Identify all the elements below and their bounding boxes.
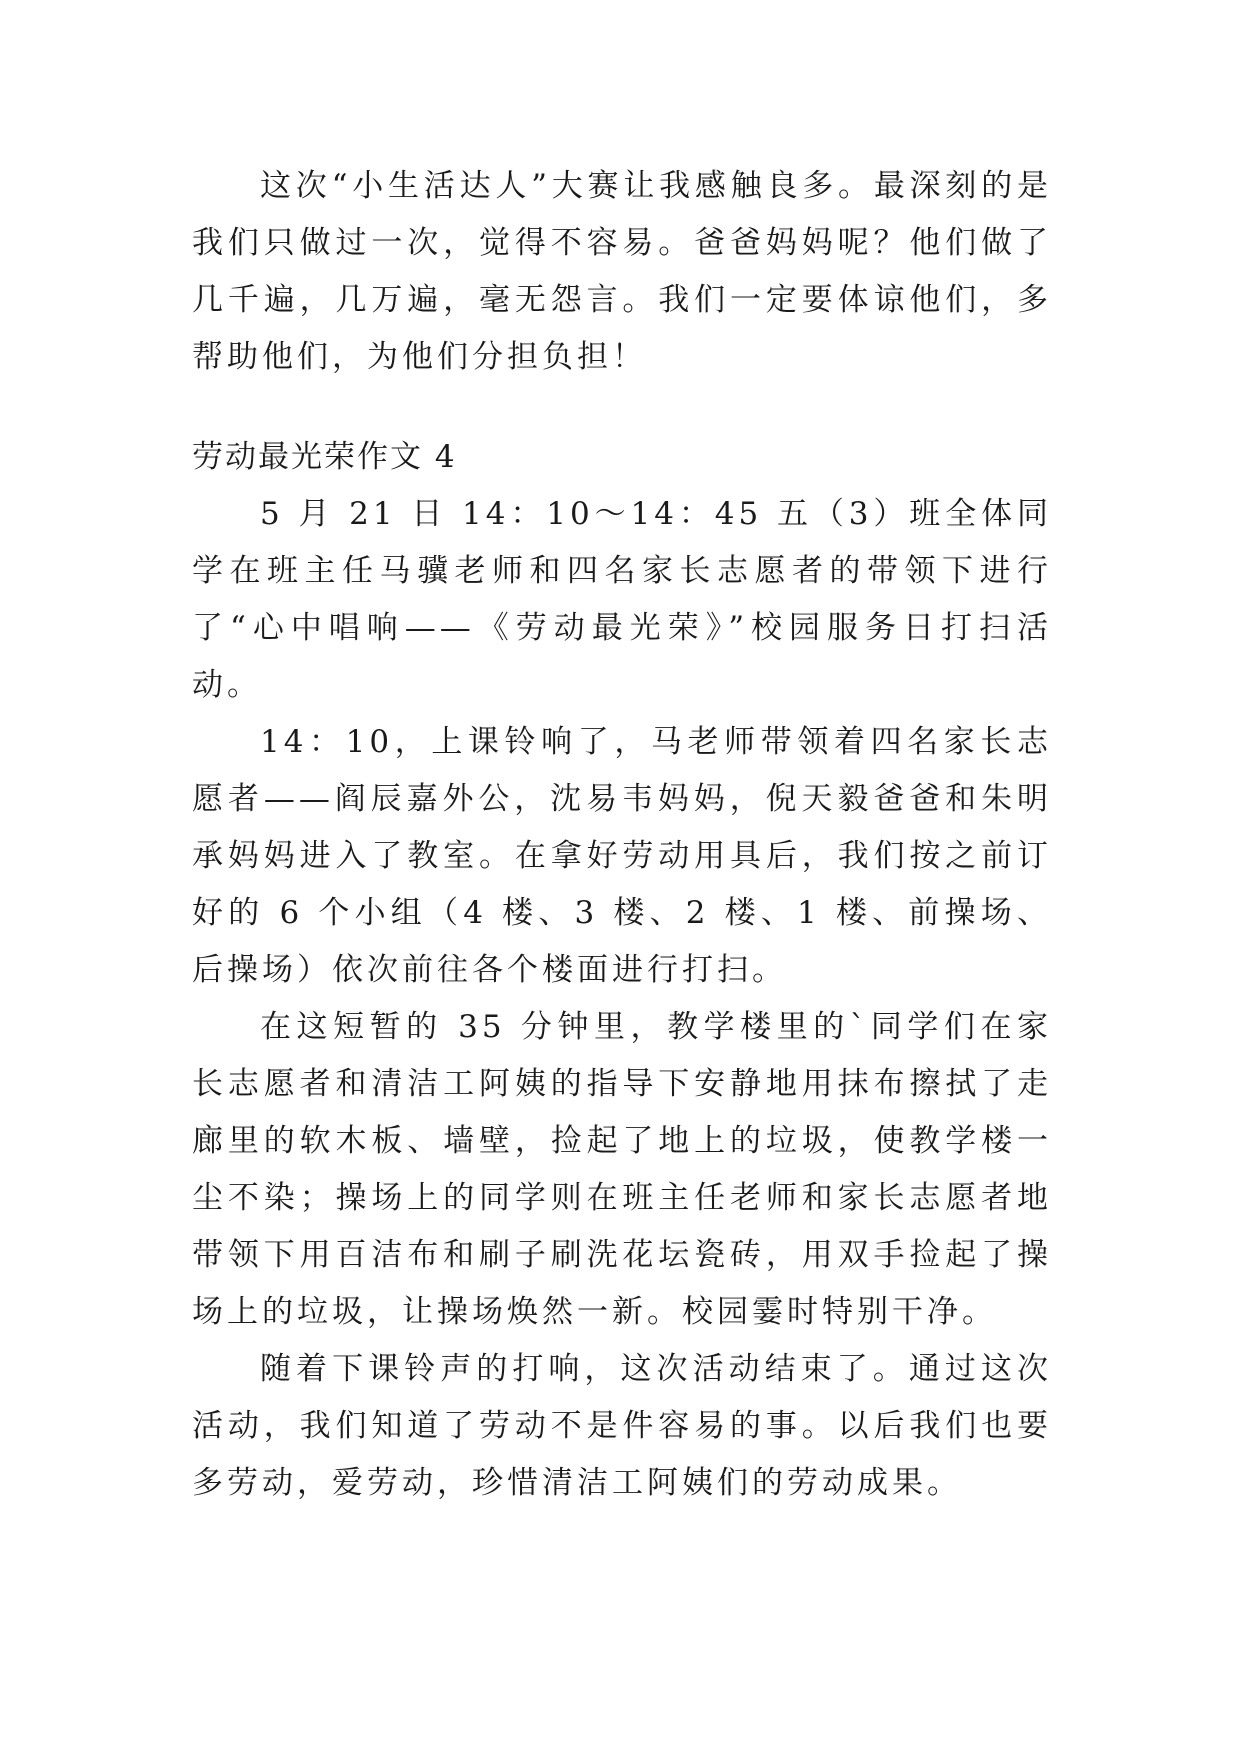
paragraph: 这次“小生活达人”大赛让我感触良多。最深刻的是我们只做过一次，觉得不容易。爸爸妈妈呢？他们做了几千遍，几万遍，毫无怨言。我们一定要体谅他们，多帮助他们，为他们分担负担！	[192, 168, 1052, 375]
essay-heading: 劳动最光荣作文 4	[192, 439, 457, 475]
paragraph: 14：10，上课铃响了，马老师带领着四名家长志愿者——阎辰嘉外公，沈易韦妈妈，倪天毅爸爸和朱明承妈妈进入了教室。在拿好劳动用具后，我们按之前订好的 6 个小组（4 楼、3 楼、2 楼、1 楼、前操场、后操场）依次前往各个楼面进行打扫。	[192, 724, 1052, 988]
paragraph: 在这短暂的 35 分钟里，教学楼里的`同学们在家长志愿者和清洁工阿姨的指导下安静地用抹布擦拭了走廊里的软木板、墙壁，捡起了地上的垃圾，使教学楼一尘不染；操场上的同学则在班主任老师和家长志愿者地带领下用百洁布和刷子刷洗花坛瓷砖，用双手捡起了操场上的垃圾，让操场焕然一新。校园霎时特别干净。	[192, 1009, 1052, 1330]
paragraph: 5 月 21 日 14：10～14：45 五（3）班全体同学在班主任马骥老师和四名家长志愿者的带领下进行了“心中唱响——《劳动最光荣》”校园服务日打扫活动。	[192, 496, 1052, 703]
document-body	[192, 158, 1052, 1512]
paragraph: 随着下课铃声的打响，这次活动结束了。通过这次活动，我们知道了劳动不是件容易的事。以后我们也要多劳动，爱劳动，珍惜清洁工阿姨们的劳动成果。	[192, 1351, 1052, 1501]
